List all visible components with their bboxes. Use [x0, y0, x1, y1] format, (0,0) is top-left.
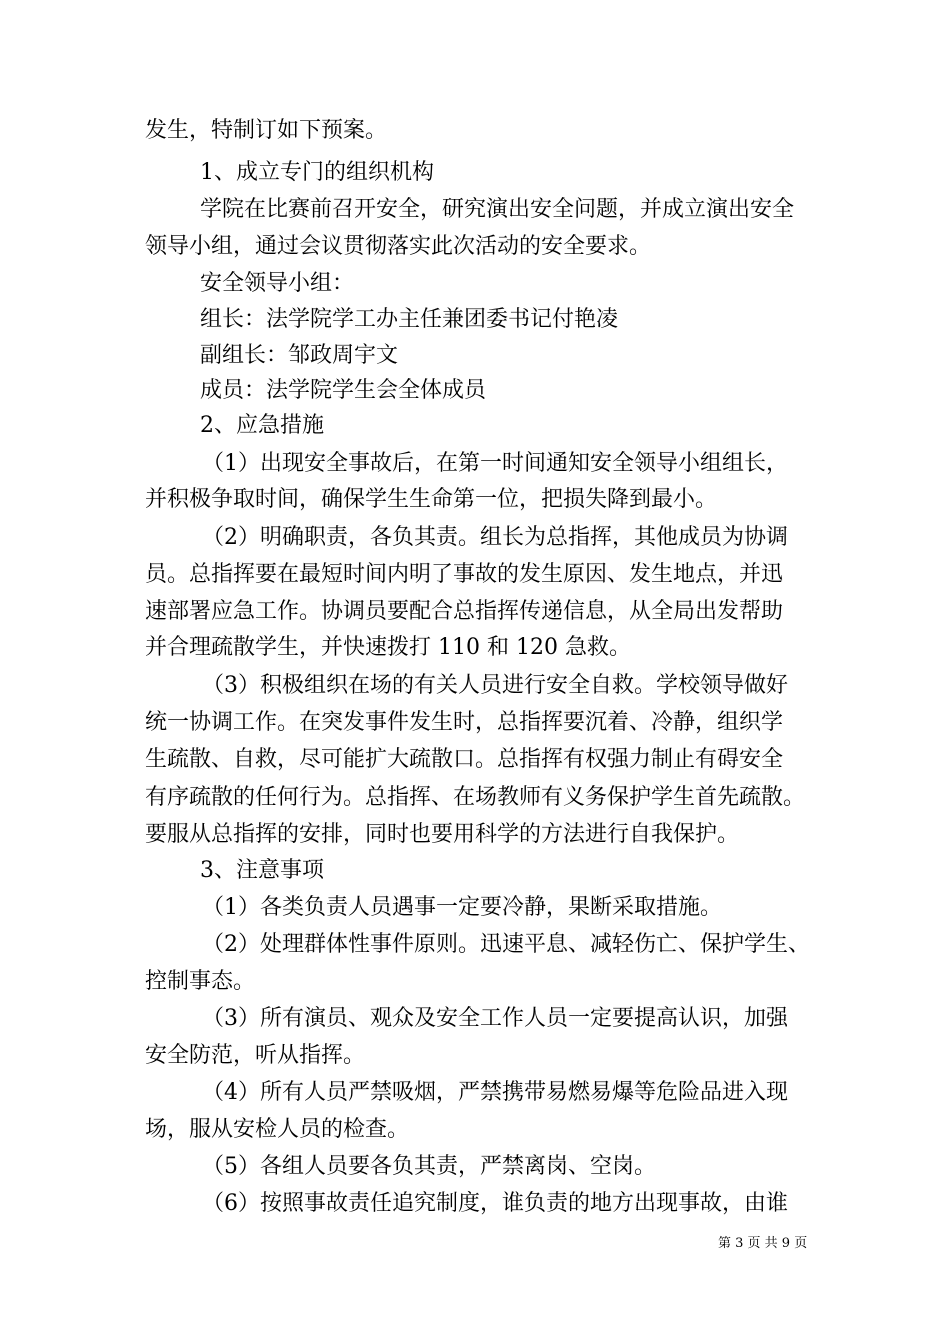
- text-line: （1）各类负责人员遇事一定要冷静，果断采取措施。: [202, 895, 722, 920]
- section-heading: 3、注意事项: [200, 858, 324, 883]
- text-line: 场，服从安检人员的检查。: [145, 1117, 410, 1142]
- text-line: 领导小组，通过会议贯彻落实此次活动的安全要求。: [145, 234, 652, 259]
- text-line: 统一协调工作。在突发事件发生时，总指挥要沉着、冷静，组织学: [145, 710, 784, 735]
- text-line: （2）明确职责，各负其责。组长为总指挥，其他成员为协调: [202, 525, 788, 550]
- text-line: 速部署应急工作。协调员要配合总指挥传递信息，从全局出发帮助: [145, 599, 784, 624]
- text-line: （6）按照事故责任追究制度，谁负责的地方出现事故，由谁: [202, 1191, 788, 1216]
- text-line: （3）积极组织在场的有关人员进行安全自救。学校领导做好: [202, 673, 788, 698]
- text-line: （1）出现安全事故后，在第一时间通知安全领导小组组长，: [202, 451, 788, 476]
- text-line: （3）所有演员、观众及安全工作人员一定要提高认识，加强: [202, 1006, 788, 1031]
- text-line: 发生，特制订如下预案。: [145, 118, 388, 143]
- text-line: 有序疏散的任何行为。总指挥、在场教师有义务保护学生首先疏散。: [145, 785, 806, 810]
- text-line: 控制事态。: [145, 969, 256, 994]
- text-line: 并积极争取时间，确保学生生命第一位，把损失降到最小。: [145, 487, 718, 512]
- text-line: 学院在比赛前召开安全，研究演出安全问题，并成立演出安全: [200, 197, 795, 222]
- text-line: 要服从总指挥的安排，同时也要用科学的方法进行自我保护。: [145, 822, 740, 847]
- text-line: （5）各组人员要各负其责，严禁离岗、空岗。: [202, 1154, 656, 1179]
- text-line: 组长：法学院学工办主任兼团委书记付艳凌: [200, 307, 619, 332]
- text-line: （2）处理群体性事件原则。迅速平息、减轻伤亡、保护学生、: [202, 932, 810, 957]
- text-line: 安全防范，听从指挥。: [145, 1043, 366, 1068]
- text-line: （4）所有人员严禁吸烟，严禁携带易燃易爆等危险品进入现: [202, 1080, 788, 1105]
- text-line: 成员：法学院学生会全体成员: [200, 378, 487, 403]
- text-line: 安全领导小组：: [200, 271, 355, 296]
- text-line: 并合理疏散学生，并快速拨打 110 和 120 急救。: [145, 635, 631, 660]
- section-heading: 2、应急措施: [200, 413, 324, 438]
- text-line: 副组长：邹政周宇文: [200, 343, 399, 368]
- text-line: 生疏散、自救，尽可能扩大疏散口。总指挥有权强力制止有碍安全: [145, 747, 784, 772]
- text-line: 员。总指挥要在最短时间内明了事故的发生原因、发生地点，并迅: [145, 562, 784, 587]
- section-heading: 1、成立专门的组织机构: [200, 160, 434, 185]
- page-number: 第 3 页 共 9 页: [718, 1236, 808, 1251]
